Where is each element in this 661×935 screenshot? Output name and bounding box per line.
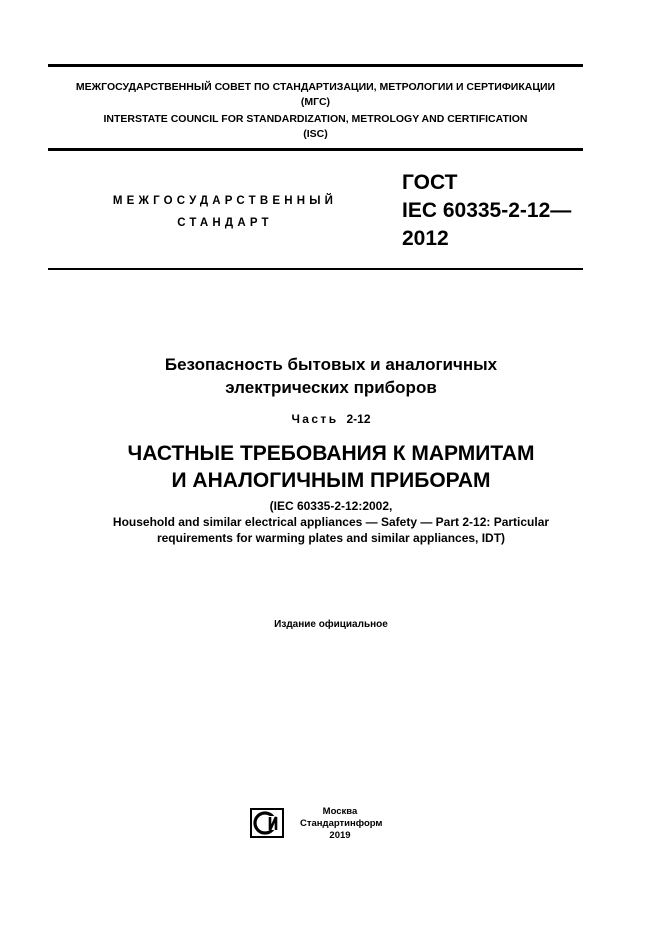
publisher-name: Стандартинформ [300,818,383,829]
document-main-title [48,440,614,494]
council-name-ru [48,80,583,110]
publisher-year: 2019 [329,830,351,841]
title-ru-line2: электрических приборов [225,378,437,397]
header-divider [48,148,583,151]
council-ru-abbr: (МГС) [300,96,331,108]
document-title-en [48,498,614,546]
council-ru-line: МЕЖГОСУДАРСТВЕННЫЙ СОВЕТ ПО СТАНДАРТИЗАЦИИ, МЕТРОЛОГИИ И СЕРТИФИКАЦИИ [75,81,556,93]
main-title-line1: ЧАСТНЫЕ ТРЕБОВАНИЯ К МАРМИТАМ [127,442,535,465]
title-en-line2: Household and similar electrical appliances — Safety — Part 2-12: Particular [112,515,550,529]
part-number: 2-12 [346,412,371,426]
title-ru-line1: Безопасность бытовых и аналогичных [164,355,498,374]
title-en-line1: (IEC 60335-2-12:2002, [269,499,393,513]
publisher-city: Москва [322,806,358,817]
standartinform-logo-icon [250,808,284,838]
gost-number: IEC 60335-2-12— [402,199,572,222]
standard-type-line2: СТАНДАРТ [177,217,273,229]
part-label: Часть [291,412,339,426]
standard-type-line1: МЕЖГОСУДАРСТВЕННЫЙ [112,195,338,207]
council-en-abbr: (ISC) [303,128,328,140]
gost-label: ГОСТ [402,171,458,194]
top-divider [48,64,583,67]
designation-divider [48,268,583,270]
standard-designation [402,169,571,253]
part-heading [48,411,614,427]
edition-note: Издание официальное [274,619,388,630]
title-en-line3: requirements for warming plates and similar appliances, IDT) [156,531,506,545]
publisher-info [300,806,383,842]
standard-type [90,190,360,234]
council-en-line: INTERSTATE COUNCIL FOR STANDARDIZATION, METROLOGY AND CERTIFICATION [103,113,528,125]
gost-year: 2012 [402,227,449,250]
council-name-en [48,112,583,142]
main-title-line2: И АНАЛОГИЧНЫМ ПРИБОРАМ [171,469,491,492]
document-title-ru [48,353,614,399]
